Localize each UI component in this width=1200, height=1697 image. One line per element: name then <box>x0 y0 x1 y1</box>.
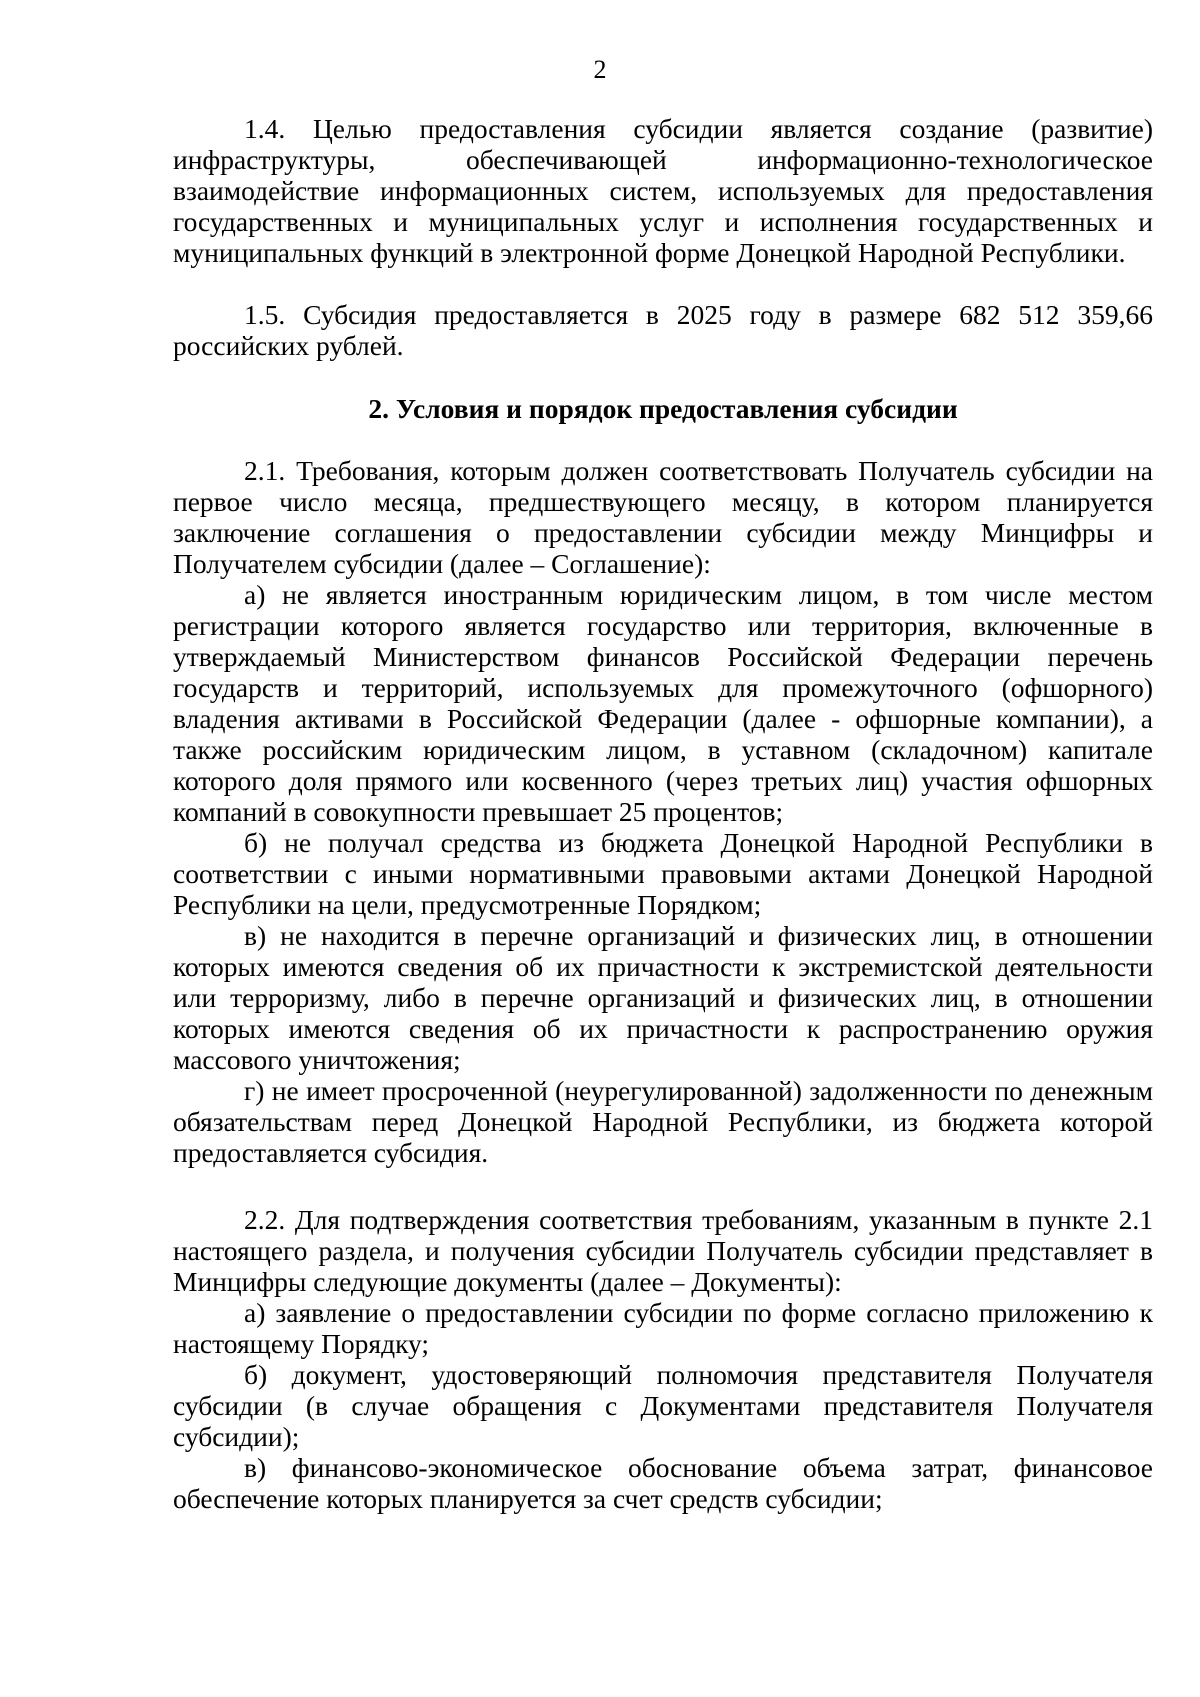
document-body <box>173 113 1153 1514</box>
paragraph-2-2-v: в) финансово-экономическое обоснование объема затрат, финансовое обеспечение которых планируется за счет средств субсидии; <box>173 1452 1153 1514</box>
paragraph-2-2-b: б) документ, удостоверяющий полномочия представителя Получателя субсидии (в случае обращения с Документами представителя Получателя субсидии); <box>173 1359 1153 1452</box>
paragraph-2-1-a: а) не является иностранным юридическим лицом, в том числе местом регистрации которого является государство или территория, включенные в утверждаемый Министерством финансов Российской Федерации перечень государств и территорий, используемых для промежуточного (офшорного) владения активами в Российской Федерации (далее - офшорные компании), а также российским юридическим лицом, в уставном (складочном) капитале которого доля прямого или косвенного (через третьих лиц) участия офшорных компаний в совокупности превышает 25 процентов; <box>173 579 1153 827</box>
page-number: 2 <box>593 55 607 84</box>
paragraph-1-4: 1.4. Целью предоставления субсидии является создание (развитие) инфраструктуры, обеспечивающей информационно-технологическое взаимодействие информационных систем, используемых для предоставления государственных и муниципальных услуг и исполнения государственных и муниципальных функций в электронной форме Донецкой Народной Республики. <box>173 113 1153 268</box>
paragraph-2-2: 2.2. Для подтверждения соответствия требованиям, указанным в пункте 2.1 настоящего раздела, и получения субсидии Получатель субсидии представляет в Минцифры следующие документы (далее – Документы): <box>173 1204 1153 1297</box>
paragraph-2-1-v: в) не находится в перечне организаций и физических лиц, в отношении которых имеются сведения об их причастности к экстремистской деятельности или терроризму, либо в перечне организаций и физических лиц, в отношении которых имеются сведения об их причастности к распространению оружия массового уничтожения; <box>173 920 1153 1075</box>
paragraph-2-1-b: б) не получал средства из бюджета Донецкой Народной Республики в соответствии с иными нормативными правовыми актами Донецкой Народной Республики на цели, предусмотренные Порядком; <box>173 827 1153 920</box>
section-2-heading: 2. Условия и порядок предоставления субсидии <box>368 393 958 424</box>
paragraph-2-1-g: г) не имеет просроченной (неурегулированной) задолженности по денежным обязательствам перед Донецкой Народной Республики, из бюджета которой предоставляется субсидия. <box>173 1075 1153 1168</box>
paragraph-2-1: 2.1. Требования, которым должен соответствовать Получатель субсидии на первое число месяца, предшествующего месяцу, в котором планируется заключение соглашения о предоставлении субсидии между Минцифры и Получателем субсидии (далее – Соглашение): <box>173 455 1153 579</box>
paragraph-1-5: 1.5. Субсидия предоставляется в 2025 году в размере 682 512 359,66 российских рублей. <box>173 299 1153 361</box>
paragraph-2-2-a: а) заявление о предоставлении субсидии по форме согласно приложению к настоящему Порядку; <box>173 1297 1153 1359</box>
